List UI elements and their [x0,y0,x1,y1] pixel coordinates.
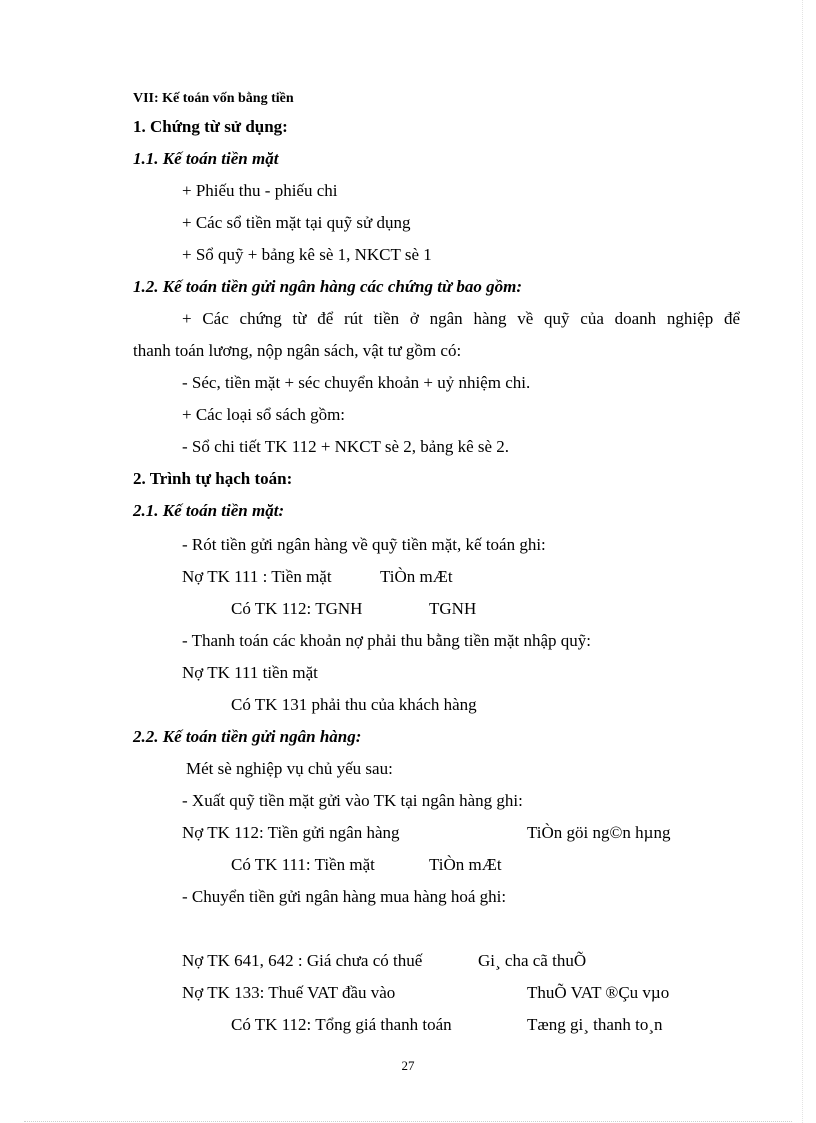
list-item: - Sổ chi tiết TK 112 + NKCT sè 2, bảng kê sè 2. [182,437,510,456]
entry-credit-note: Tæng gi¸ thanh to¸n [527,1015,663,1034]
list-item: + Phiếu thu - phiếu chi [182,181,338,200]
list-item: Mét sè nghiệp vụ chủ yếu sau: [186,759,393,778]
paragraph-line: thanh toán lương, nộp ngân sách, vật tư gồm có: [133,341,462,360]
page-number: 27 [401,1058,415,1073]
list-item: + Các sổ tiền mặt tại quỹ sử dụng [182,213,411,232]
entry-credit: Có TK 131 phải thu của khách hàng [231,695,477,714]
entry-credit: Có TK 111: Tiền mặt [231,855,375,874]
heading-1-1: 1.1. Kế toán tiền mặt [133,149,279,168]
list-item: + Các loại sổ sách gồm: [182,405,346,424]
entry-debit-note: TiÒn mÆt [380,567,453,586]
page-bottom-divider [24,1121,792,1122]
entry-debit: Nợ TK 112: Tiền gửi ngân hàng [182,823,400,842]
entry-credit-note: TiÒn mÆt [429,855,502,874]
heading-2-1: 2.1. Kế toán tiền mặt: [133,501,285,520]
list-item: + Sổ quỹ + bảng kê sè 1, NKCT sè 1 [182,245,432,264]
section-title: VII: Kế toán vốn bằng tiền [133,91,294,106]
list-item: - Séc, tiền mặt + séc chuyển khoản + uỷ nhiệm chi. [182,373,531,392]
heading-1: 1. Chứng từ sử dụng: [133,117,288,136]
list-item: - Chuyển tiền gửi ngân hàng mua hàng hoá ghi: [182,887,507,906]
entry-debit: Nợ TK 111 : Tiền mặt [182,567,332,586]
list-item: - Thanh toán các khoản nợ phải thu bằng tiền mặt nhập quỹ: [182,631,592,650]
entry-debit: Nợ TK 641, 642 : Giá chưa có thuế [182,951,423,970]
heading-1-2: 1.2. Kế toán tiền gửi ngân hàng các chứng từ bao gồm: [133,277,523,296]
page-right-divider [802,0,803,1123]
heading-2: 2. Trình tự hạch toán: [133,469,293,488]
entry-debit-note: Gi¸ cha cã thuÕ [478,951,587,970]
entry-debit: Nợ TK 133: Thuế VAT đầu vào [182,983,396,1002]
entry-credit: Có TK 112: TGNH [231,599,363,618]
entry-debit-note: TiÒn göi ng©n hµng [527,823,671,842]
entry-credit-note: TGNH [429,599,477,618]
entry-debit-note: ThuÕ VAT ®Çu vµo [527,983,670,1002]
heading-2-2: 2.2. Kế toán tiền gửi ngân hàng: [133,727,362,746]
list-item: - Rót tiền gửi ngân hàng về quỹ tiền mặt, kế toán ghi: [182,535,546,554]
paragraph-line: + Các chứng từ để rút tiền ở ngân hàng về quỹ của doanh nghiệp để [182,309,740,328]
entry-credit: Có TK 112: Tổng giá thanh toán [231,1015,452,1034]
entry-debit: Nợ TK 111 tiền mặt [182,663,318,682]
list-item: - Xuất quỹ tiền mặt gửi vào TK tại ngân hàng ghi: [182,791,523,810]
